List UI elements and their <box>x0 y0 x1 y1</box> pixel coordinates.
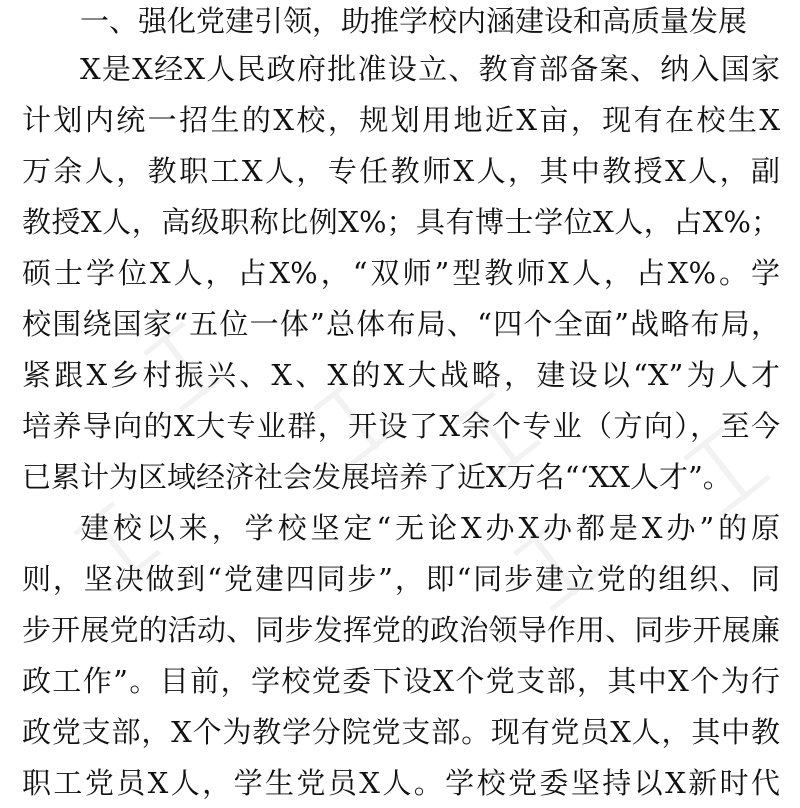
paragraph-line: 硕士学位X人，占X%，“双师”型教师X人，占X%。学 <box>22 256 780 290</box>
paragraph-line: 校围绕国家“五位一体”总体布局、“四个全面”战略布局， <box>22 307 780 341</box>
section-heading: 一、强化党建引领，助推学校内涵建设和高质量发展 <box>80 4 748 38</box>
paragraph-line: 培养导向的X大专业群，开设了X余个专业（方向），至今 <box>22 409 780 443</box>
paragraph-line: 紧跟X乡村振兴、X、X的X大战略，建设以“X”为人才 <box>22 358 780 392</box>
paragraph-line: 则，坚决做到“党建四同步”，即“同步建立党的组织、同 <box>22 562 780 596</box>
paragraph-line: 已累计为区域经济社会发展培养了近X万名“‘XX人才”。 <box>22 460 732 494</box>
paragraph-line: 步开展党的活动、同步发挥党的政治领导作用、同步开展廉 <box>22 613 780 647</box>
paragraph-line: 万余人，教职工X人，专任教师X人，其中教授X人，副 <box>22 154 780 188</box>
paragraph-line: 政工作”。目前，学校党委下设X个党支部，其中X个为行 <box>22 664 780 698</box>
paragraph-line: X是X经X人民政府批准设立、教育部备案、纳入国家 <box>80 52 780 86</box>
paragraph-line: 建校以来，学校坚定“无论X办X办都是X办”的原 <box>80 511 780 545</box>
paragraph-line: 政党支部，X个为教学分院党支部。现有党员X人，其中教 <box>22 715 780 749</box>
paragraph-line: 职工党员X人，学生党员X人。学校党委坚持以X新时代 <box>22 766 780 800</box>
paragraph-line: 计划内统一招生的X校，规划用地近X亩，现有在校生X <box>22 103 780 137</box>
paragraph-line: 教授X人，高级职称比例X%；具有博士学位X人，占X%； <box>22 205 780 239</box>
